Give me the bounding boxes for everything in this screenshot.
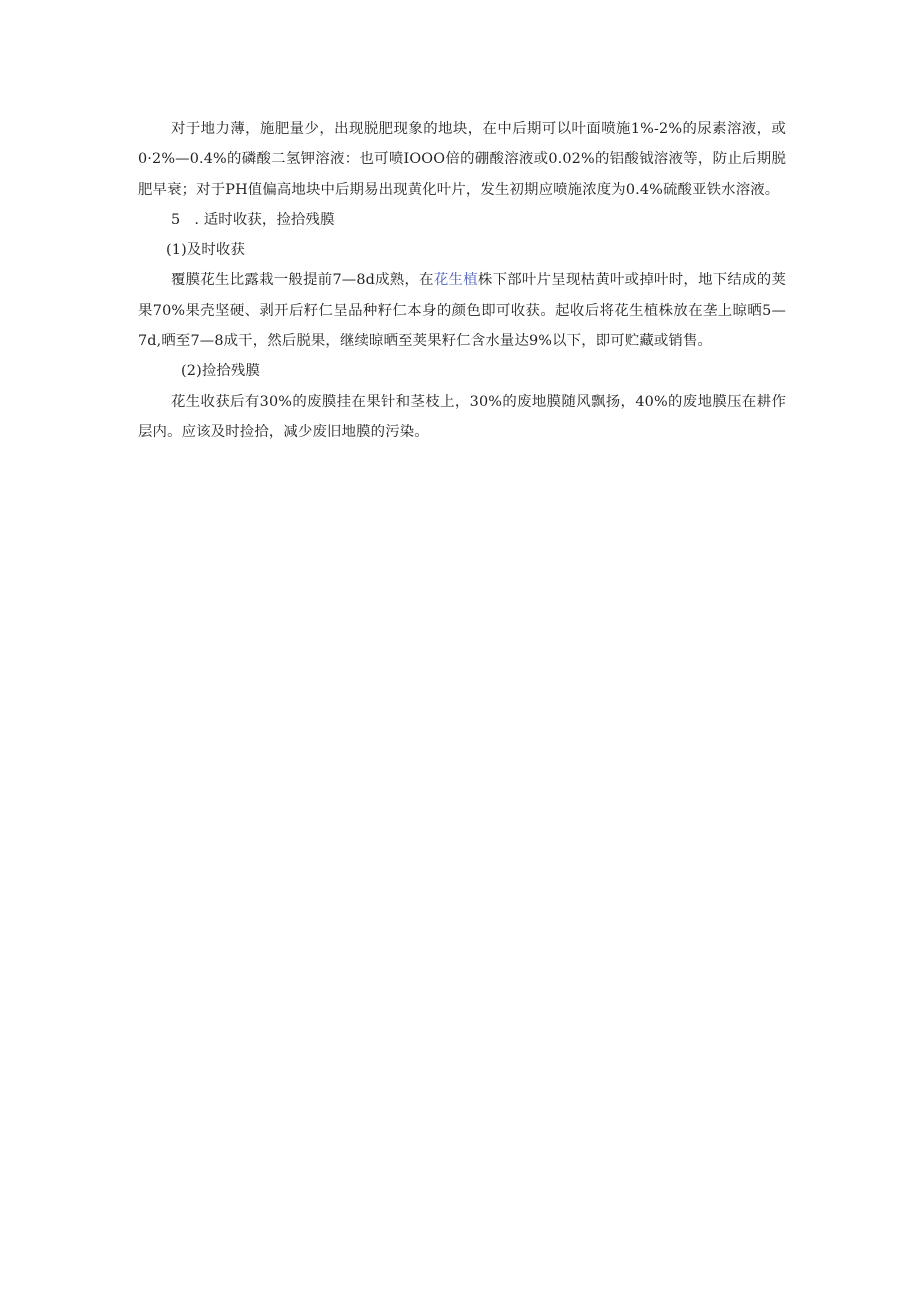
paragraph-harvest xyxy=(138,265,786,356)
peanut-plant-link[interactable]: 花生植 xyxy=(433,272,478,289)
section-5-title: . 适时收获，捡拾残膜 xyxy=(194,211,335,228)
paragraph-foliar-fertilizer: 对于地力薄，施肥量少，出现脱肥现象的地块，在中后期可以叶面喷施1%-2%的尿素溶液，或0·2%—0.4%的磷酸二氢钾溶液：也可喷IOOO倍的硼酸溶液或0.02%的铝酸钺溶液等，防止后期脱肥早衰；对于PH值偏高地块中后期易出现黄化叶片，发生初期应喷施浓度为0.4%硫酸亚铁水溶液。 xyxy=(138,121,786,198)
section-5-heading xyxy=(138,205,786,235)
harvest-text-before-link: 覆膜花生比露栽一般提前7—8d成熟，在 xyxy=(171,272,434,289)
harvest-text-after-link: 株下部叶片呈现枯黄叶或掉叶时，地下结成的荚果70%果壳坚硬、剥开后籽仁呈品种籽仁本身的颜色即可收获。起收后将花生植株放在垄上晾晒5—7d,晒至7—8成干，然后脱果，继续晾晒至荚果籽仁含水量达9%以下，即可贮藏或销售。 xyxy=(138,272,787,350)
document-body xyxy=(138,114,786,447)
section-5-number: 5 xyxy=(171,211,181,228)
subsection-2-heading: (2)捡拾残膜 xyxy=(181,363,260,380)
paragraph-residual-film: 花生收获后有30%的废膜挂在果针和茎枝上，30%的废地膜随风飘扬，40%的废地膜压在耕作层内。应该及时捡拾，减少废旧地膜的污染。 xyxy=(138,393,786,440)
subsection-1-heading: (1)及时收获 xyxy=(166,242,245,259)
